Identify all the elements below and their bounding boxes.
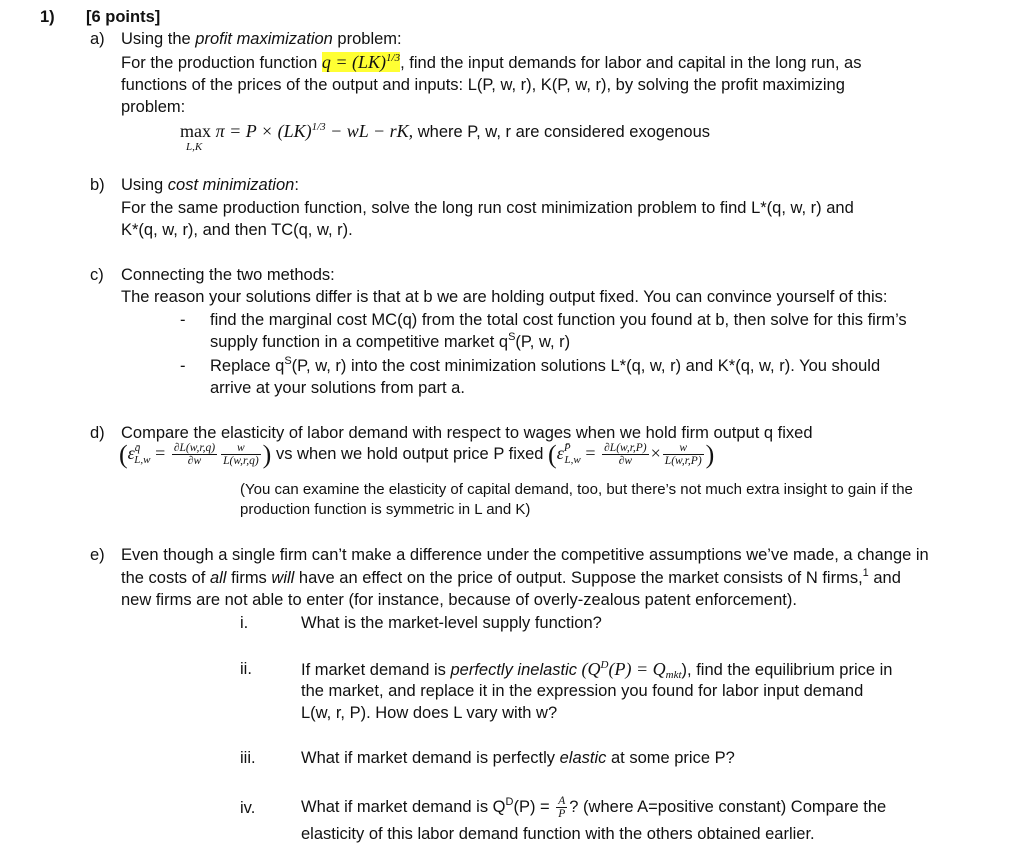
subpart-iii-label: iii. — [240, 749, 256, 767]
part-e-line1: Even though a single firm can’t make a difference under the competitive assumptions we’ve made, a change in — [121, 546, 929, 564]
subpart-iii-text: What if market demand is perfectly elastic at some price P? — [301, 749, 735, 767]
fraction-w-over-L-q: $\frac{w}{L(w,r,q)}$ — [223, 442, 259, 468]
part-e-line3: new firms are not able to enter (for instance, because of overly-zealous patent enforcement). — [121, 591, 797, 609]
part-d-line1: Compare the elasticity of labor demand with respect to wages when we hold firm output q fixed — [121, 424, 813, 442]
part-a-line3: problem: — [121, 98, 186, 116]
elasticity-comparison: ($\varepsilon^{q̄}_{L,w}$ = $\frac{\partial L(w,r,q)}{\partial w}$ $\frac{w}{L(w,r,q)}$ ) vs when we hold output price P fixed ($\varepsilon^{P̄}_{L,w}$ = $\frac{\partial L(w,r,P)}{\partial w}$ × $\frac{w}{L(w,r,P)}$ ) — [119, 440, 715, 469]
part-e-label: e) — [90, 546, 105, 564]
bullet-marker: - — [180, 311, 186, 329]
subpart-ii-label: ii. — [240, 660, 252, 678]
part-a-line1: For the production function q = (LK)$^{1/3}$, find the input demands for labor and capital in the long run, as — [121, 52, 862, 72]
part-d-note-line1: (You can examine the elasticity of capital demand, too, but there’s not much extra insight to gain if the — [240, 481, 913, 498]
subpart-i-text: What is the market-level supply function? — [301, 614, 602, 632]
part-d-note-line2: production function is symmetric in L and K) — [240, 501, 531, 518]
profit-max-equation: max π = P × (LK)$^{1/3}$ − wL − rK, where P, w, r are considered exogenous — [180, 121, 711, 141]
fraction-dL-dw-P: $\frac{\partial L(w,r,P)}{\partial w}$ — [604, 442, 647, 468]
max-subscript: L,K — [186, 141, 203, 153]
subpart-iv-label: iv. — [240, 799, 256, 817]
part-c-label: c) — [90, 266, 104, 284]
subpart-ii-line3: L(w, r, P). How does L vary with w? — [301, 704, 558, 722]
subpart-iv-line2: elasticity of this labor demand function with the others obtained earlier. — [301, 825, 815, 843]
part-b-label: b) — [90, 176, 105, 194]
fraction-dL-dw-q: $\frac{\partial L(w,r,q)}{\partial w}$ — [173, 442, 216, 468]
part-c-intro: Connecting the two methods: — [121, 266, 335, 284]
fraction-w-over-L-P: $\frac{w}{L(w,r,P)}$ — [664, 442, 702, 468]
subpart-iv-line1: What if market demand is $Q^D(P)$ = $\frac{A}{P}$ ? (where A=positive constant) Compare the — [301, 795, 887, 820]
subpart-ii-line1: If market demand is perfectly inelastic $(Q^D(P) = Q_{mkt})$, find the equilibrium price in — [301, 659, 893, 681]
question-number: 1) — [40, 8, 55, 26]
part-a-label: a) — [90, 30, 105, 48]
part-c-bullet1-line2: supply function in a competitive market $q^S(P$, w, r) — [210, 331, 571, 351]
part-b-line2: K*(q, w, r), and then TC(q, w, r). — [121, 221, 353, 239]
part-a-intro: Using the profit maximization problem: — [121, 30, 402, 48]
part-c-bullet2-line2: arrive at your solutions from part a. — [210, 379, 465, 397]
part-c-line1: The reason your solutions differ is that at b we are holding output fixed. You can convince yourself of this: — [121, 288, 888, 306]
bullet-marker: - — [180, 357, 186, 375]
part-c-bullet1-line1: find the marginal cost MC(q) from the total cost function you found at b, then solve for this firm’s — [210, 311, 907, 329]
part-a-line2: functions of the prices of the output and inputs: L(P, w, r), K(P, w, r), by solving the profit maximizing — [121, 76, 845, 94]
part-b-intro: Using cost minimization: — [121, 176, 299, 194]
question-points: [6 points] — [86, 8, 161, 26]
fraction-A-over-P: $\frac{A}{P}$ — [558, 795, 566, 820]
highlighted-production-function: q = (LK)$^{1/3}$ — [321, 52, 401, 72]
part-b-line1: For the same production function, solve the long run cost minimization problem to find L*(q, w, r) and — [121, 199, 854, 217]
part-e-line2: the costs of all firms will have an effect on the price of output. Suppose the market consists of N firms,$^1$ and — [121, 567, 901, 587]
subpart-ii-line2: the market, and replace it in the expression you found for labor input demand — [301, 682, 864, 700]
part-d-label: d) — [90, 424, 105, 442]
subpart-i-label: i. — [240, 614, 249, 632]
part-c-bullet2-line1: Replace $q^S(P$, w, r) into the cost minimization solutions L*(q, w, r) and K*(q, w, r). You should — [210, 355, 881, 375]
